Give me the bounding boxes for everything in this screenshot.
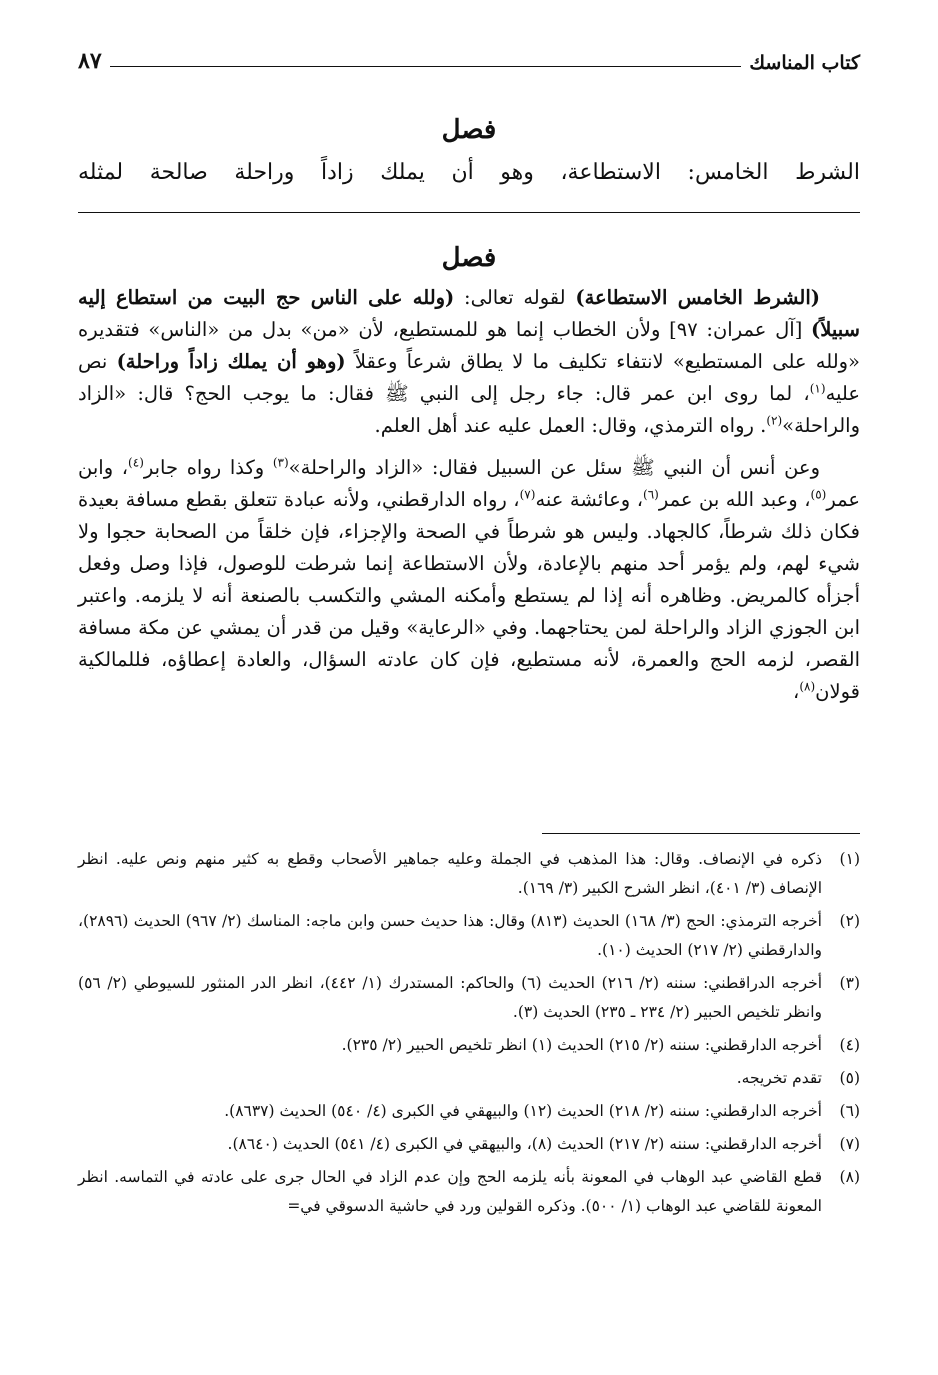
- text-run: ، وعائشة عنه: [535, 488, 643, 511]
- footnotes: [78, 845, 860, 1225]
- footnote-number: (١): [839, 850, 860, 868]
- text-run: وكذا رواه جابر: [143, 456, 273, 479]
- footnote-ref: (٨): [799, 679, 816, 694]
- footnote-text: أخرجه الدارقطني: سننه (٢/ ٢١٧) الحديث (٨)، والبيهقي في الكبرى (٤/ ٥٤١) الحديث (٨٦٤٠).: [227, 1135, 822, 1153]
- footnote-item: [78, 969, 860, 1027]
- running-header: [78, 44, 860, 74]
- footnote-text: أخرجه الدارقطني: سننه (٢/ ٢١٨) الحديث (١٢) والبيهقي في الكبرى (٤/ ٥٤٠) الحديث (٨٦٣٧).: [224, 1102, 822, 1120]
- footnote-ref: (٥): [810, 487, 827, 502]
- text-run: ، رواه الدارقطني، ولأنه عبادة تتعلق بقطع مسافة بعيدة فكان ذلك شرطاً، كالجهاد. وليس هو شرطاً في الصحة والإجزاء، فإن خلقاً من الصحابة حجوا ولا شيء لهم، ولم يؤمر أحد منهم بالإعادة، ولأن الاستطاعة إنما شرطت للوصول، فإذا وصل وفعل أجزأه كالمريض. وظاهره أنه إذا لم يستطع وأمكنه المشي والتكسب بالصنعة أنه لا يلزمه. واعتبر ابن الجوزي الزاد والراحلة لمن يحتاجهما. وفي «الرعاية» وقيل من قدر أن يمشي عن مكة مسافة القصر، لزمه الحج والعمرة، لأنه مستطيع، فإن كان عادته السؤال، والعادة إعطاؤه، فللمالكية قولان: [78, 488, 861, 703]
- section-divider: [78, 212, 860, 213]
- footnote-number: (٥): [839, 1069, 860, 1087]
- footnote-ref: (١): [809, 381, 826, 396]
- paragraph-2: [78, 452, 860, 708]
- text-run: [آل عمران: ٩٧] ولأن الخطاب إنما هو للمستطيع، لأن «من» بدل من «الناس» فتقديره «ولله على المستطيع» لانتفاء تكليف ما لا يطاق شرعاً وعقلاً: [78, 318, 860, 373]
- text-run: لقوله تعالى:: [454, 286, 576, 309]
- text-run: ، لما روى ابن عمر قال: جاء رجل إلى النبي ﷺ فقال: ما يوجب الحج؟ قال: «الزاد والراحلة»: [78, 382, 860, 437]
- matn-text: الشرط الخامس: الاستطاعة، وهو أن يملك زاداً وراحلة صالحة لمثله: [78, 160, 860, 185]
- bold-phrase: (وهو أن يملك زاداً وراحلة): [116, 350, 346, 373]
- footnote-text: تقدم تخريجه.: [736, 1069, 822, 1087]
- footnote-number: (٣): [839, 974, 860, 992]
- footnote-number: (٦): [839, 1102, 860, 1120]
- quran-verse: (ولله على الناس حج البيت من استطاع إليه سبيلاً): [78, 286, 860, 341]
- footnote-number: (٧): [839, 1135, 860, 1153]
- footnote-ref: (٤): [128, 455, 144, 470]
- footnote-text: أخرجه الترمذي: الحج (٣/ ١٦٨) الحديث (٨١٣) وقال: هذا حديث حسن وابن ماجه: المناسك (٢/ ٩٦٧) الحديث (٢٨٩٦)، والدارقطني (٢/ ٢١٧) الحديث (١٠).: [78, 912, 822, 959]
- footnote-ref: (٣): [272, 455, 289, 470]
- bold-phrase: (الشرط الخامس الاستطاعة): [575, 286, 821, 309]
- footnote-rule: [542, 833, 860, 834]
- text-run: . رواه الترمذي، وقال: العمل عليه عند أهل العلم.: [374, 414, 767, 437]
- footnote-text: أخرجه الدارقطني: سننه (٢/ ٢١٥) الحديث (١) انظر تلخيص الحبير (٢/ ٢٣٥).: [341, 1036, 822, 1054]
- text-run: ، وابن عمر: [78, 456, 861, 511]
- footnote-item: [78, 1130, 860, 1159]
- sharh-heading: فصل: [441, 243, 497, 273]
- paragraph-1: [78, 282, 860, 442]
- footnote-item: [78, 1064, 860, 1093]
- footnote-ref: (٦): [643, 487, 659, 502]
- footnote-text: ذكره في الإنصاف. وقال: هذا المذهب في الجملة وعليه جماهير الأصحاب وقطع به كثير منهم ونص عليه. انظر الإنصاف (٣/ ٤٠١)، انظر الشرح الكبير (٣/ ١٦٩).: [78, 850, 822, 897]
- text-run: نص عليه: [78, 350, 860, 405]
- footnote-item: [78, 1097, 860, 1126]
- footnote-text: أخرجه الدراقطني: سننه (٢/ ٢١٦) الحديث (٦) والحاكم: المستدرك (١/ ٤٤٢)، انظر الدر المنثور للسيوطي (٢/ ٥٦) وانظر تلخيص الحبير (٢/ ٢٣٤ ـ ٢٣٥) الحديث (٣).: [78, 974, 823, 1021]
- book-title: كتاب المناسك: [749, 52, 860, 74]
- footnote-number: (٤): [839, 1036, 860, 1054]
- footnote-number: (٢): [839, 912, 860, 930]
- footnote-item: [78, 907, 860, 965]
- text-run: ، وعبد الله بن عمر: [658, 488, 811, 511]
- text-run: وعن أنس أن النبي ﷺ سئل عن السبيل فقال: «الزاد والراحلة»: [288, 456, 820, 479]
- sharh-section: [78, 240, 860, 708]
- header-rule: [110, 66, 742, 67]
- footnote-item: [78, 1031, 860, 1060]
- footnote-item: [78, 1163, 860, 1221]
- matn-section: [78, 112, 860, 190]
- page-number: ٨٧: [78, 48, 102, 74]
- footnote-number: (٨): [839, 1168, 860, 1186]
- text-run: ،: [793, 680, 800, 703]
- footnote-ref: (٢): [766, 413, 783, 428]
- footnote-item: [78, 845, 860, 903]
- footnote-text: قطع القاضي عبد الوهاب في المعونة بأنه يلزمه الحج وإن عدم الزاد في الحال جرى على عادته في التماسه. انظر المعونة للقاضي عبد الوهاب (١/ ٥٠٠). وذكره القولين ورد في حاشية الدسوقي في=: [78, 1168, 822, 1215]
- matn-heading: فصل: [441, 115, 497, 145]
- footnote-ref: (٧): [519, 487, 536, 502]
